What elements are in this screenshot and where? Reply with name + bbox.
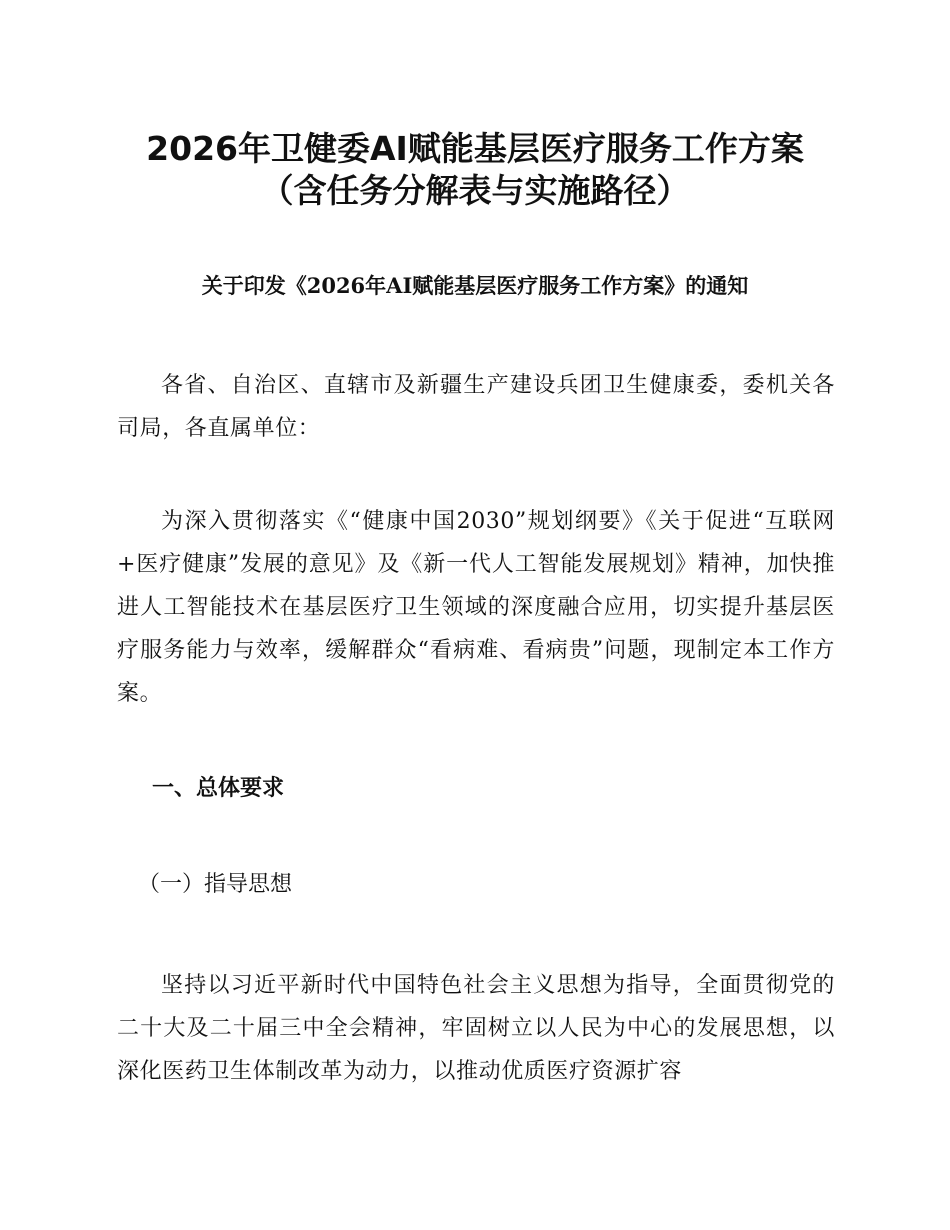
guiding-ideology-paragraph: 坚持以习近平新时代中国特色社会主义思想为指导，全面贯彻党的二十大及二十届三中全会精神，牢固树立以人民为中心的发展思想，以深化医药卫生体制改革为动力，以推动优质医疗资源扩容 — [117, 973, 835, 1084]
section-heading-general-requirements: 一、总体要求 — [152, 775, 285, 801]
intro-paragraph: 为深入贯彻落实《“健康中国2030”规划纲要》《关于促进“互联网+医疗健康”发展的意见》及《新一代人工智能发展规划》精神，加快推进人工智能技术在基层医疗卫生领域的深度融合应用，切实提升基层医疗服务能力与效率，缓解群众“看病难、看病贵”问题，现制定本工作方案。 — [117, 509, 835, 706]
addressees-paragraph: 各省、自治区、直辖市及新疆生产建设兵团卫生健康委，委机关各司局，各直属单位： — [117, 373, 835, 441]
document-title-line1: 2026年卫健委AI赋能基层医疗服务工作方案 — [146, 129, 804, 168]
subsection-heading-guiding-ideology: （一）指导思想 — [138, 872, 293, 897]
document-title-line2: （含任务分解表与实施路径） — [260, 171, 690, 210]
notice-title: 关于印发《2026年AI赋能基层医疗服务工作方案》的通知 — [201, 273, 749, 298]
